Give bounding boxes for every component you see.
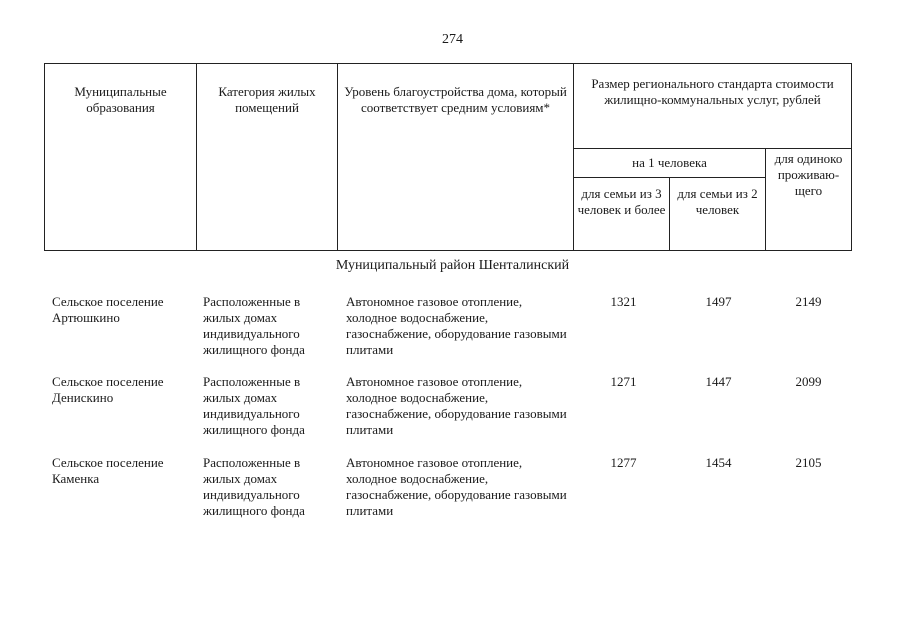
header-family3: для семьи из 3 человек и более (574, 178, 670, 251)
page-number: 274 (442, 32, 463, 47)
row-level: Автономное газовое отопление, холодное водоснабжение, газоснабжение, оборудование газовыми плитами (346, 294, 567, 357)
header-single: для одиноко проживаю-щего (766, 149, 852, 251)
table-row (44, 294, 850, 374)
row-level: Автономное газовое отопление, холодное водоснабжение, газоснабжение, оборудование газовыми плитами (346, 374, 567, 437)
row-single-value: 2099 (795, 374, 822, 389)
row-family2-value: 1497 (705, 294, 732, 309)
header-level: Уровень благоустройства дома, который соответствует средним условиям* (338, 64, 574, 251)
row-municipality: Сельское поселение Артюшкино (52, 294, 164, 325)
table-row (44, 455, 850, 535)
header-municipality: Муниципальные образования (45, 64, 197, 251)
row-family2-value: 1447 (705, 374, 732, 389)
row-family2-value: 1454 (705, 455, 732, 470)
row-category: Расположенные в жилых домах индивидуального жилищного фонда (203, 455, 305, 518)
row-single-value: 2105 (795, 455, 822, 470)
row-level: Автономное газовое отопление, холодное водоснабжение, газоснабжение, оборудование газовыми плитами (346, 455, 567, 518)
table-header (44, 63, 852, 251)
row-family3-value: 1271 (610, 374, 637, 389)
header-family2: для семьи из 2 человек (670, 178, 766, 251)
header-per-person: на 1 человека (574, 149, 766, 178)
row-family3-value: 1277 (610, 455, 637, 470)
row-municipality: Сельское поселение Каменка (52, 455, 164, 486)
header-category: Категория жилых помещений (197, 64, 338, 251)
header-standard-group: Размер регионального стандарта стоимости жилищно-коммунальных услуг, рублей (574, 64, 852, 149)
region-title: Муниципальный район Шенталинский (335, 258, 570, 273)
row-family3-value: 1321 (610, 294, 637, 309)
row-category: Расположенные в жилых домах индивидуального жилищного фонда (203, 374, 305, 437)
table-row (44, 374, 850, 454)
row-municipality: Сельское поселение Денискино (52, 374, 164, 405)
row-category: Расположенные в жилых домах индивидуального жилищного фонда (203, 294, 305, 357)
row-single-value: 2149 (795, 294, 822, 309)
